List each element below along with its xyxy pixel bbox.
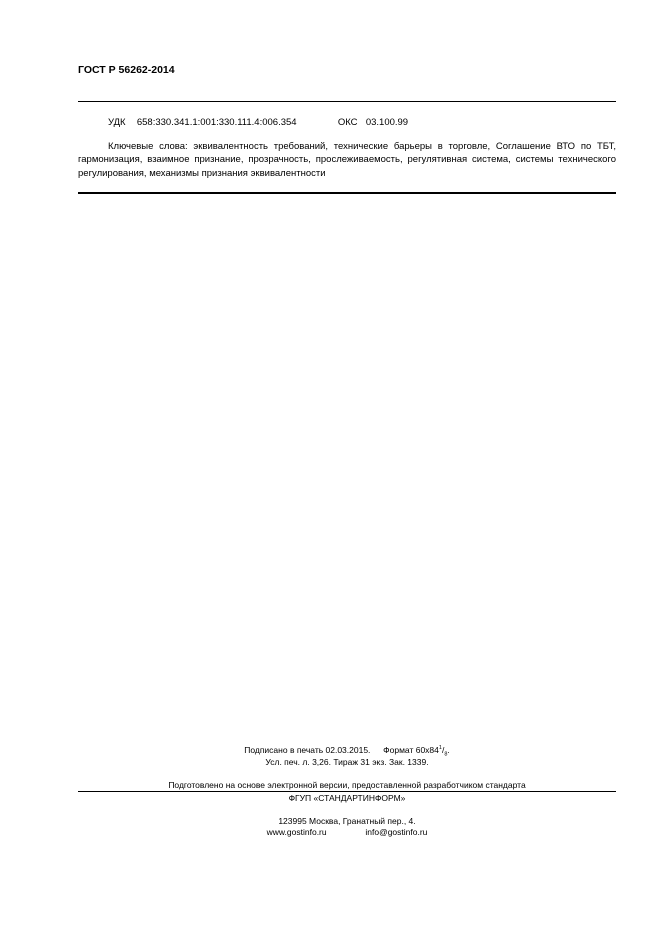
standard-code: ГОСТ Р 56262-2014 <box>78 64 175 76</box>
signed-line: Подписано в печать 02.03.2015. Формат $60x84^1/_8$. <box>244 744 450 758</box>
oks-label: ОКС <box>337 117 358 128</box>
keywords-divider <box>78 192 616 194</box>
format-label: Формат 60x84 <box>383 744 439 755</box>
format-denominator: 8 <box>444 751 448 758</box>
prepared-note: Подготовлено на основе электронной версии, предоставленной разработчиком стандарта <box>168 780 526 790</box>
contact-line <box>78 826 616 838</box>
classification-line <box>108 117 408 128</box>
publisher-name: ФГУП «СТАНДАРТИНФОРМ» <box>288 793 406 803</box>
oks-value: 03.100.99 <box>365 117 409 128</box>
top-divider <box>78 101 616 102</box>
print-details: Усл. печ. л. 3,26. Тираж 31 экз. Зак. 1339. <box>265 757 429 767</box>
email-link[interactable]: info@gostinfo.ru <box>365 827 428 837</box>
keywords-paragraph: Ключевые слова: эквивалентность требований, технические барьеры в торговле, Соглашение ВТО по ТБТ, гармонизация, взаимное признание, прозрачность, прослеживаемость, регулятивная система, системы технического регулирования, механизмы признания эквивалентности <box>78 141 616 179</box>
format-numerator: 1 <box>438 745 442 751</box>
website-link[interactable]: www.gostinfo.ru <box>266 827 327 837</box>
publisher-address: 123995 Москва, Гранатный пер., 4. <box>278 816 416 826</box>
signed-label: Подписано в печать 02.03.2015. <box>244 744 371 755</box>
udk-label: УДК <box>108 117 126 128</box>
udk-value: 658:330.341.1:001:330.111.4:006.354 <box>136 117 297 128</box>
